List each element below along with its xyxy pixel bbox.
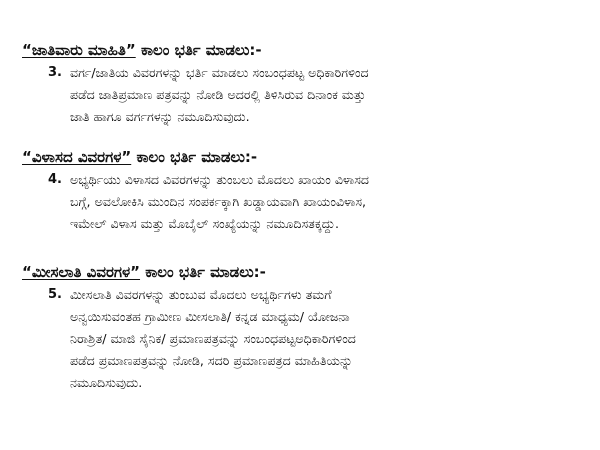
text-line: ಅಭ್ಯರ್ಥಿಯು ವಿಳಾಸದ ವಿವರಗಳನ್ನು ತುಂಬಲು ಮೊದಲು ಖಾಯಂ ವಿಳಾಸದ [70, 172, 370, 187]
text-line: ನಿರಾಶ್ರಿತ/ ಮಾಜಿ ಸೈನಿಕ/ ಪ್ರಮಾಣಪತ್ರವನ್ನು ಸಂಬಂಧಪಟ್ಟಅಧಿಕಾರಿಗಳಿಂದ [70, 331, 356, 346]
item-number: 5. [48, 287, 62, 302]
item-number: 3. [48, 65, 62, 80]
heading-instruction: ಕಾಲಂ ಭರ್ತಿ ಮಾಡಲು:- [131, 148, 258, 166]
section-heading [22, 147, 257, 167]
section-heading [22, 262, 266, 282]
item-number: 4. [48, 172, 62, 187]
text-line: ಅನ್ವಯಿಸುವಂತಹ ಗ್ರಾಮೀಣ ಮೀಸಲಾತಿ/ ಕನ್ನಡ ಮಾಧ್ಯಮ/ ಯೋಜನಾ [70, 309, 350, 324]
heading-instruction: ಕಾಲಂ ಭರ್ತಿ ಮಾಡಲು:- [135, 41, 262, 59]
text-line: ಪಡೆದ ಜಾತಿಪ್ರಮಾಣ ಪತ್ರವನ್ನು ನೋಡಿ ಅದರಲ್ಲಿ ತಿಳಿಸಿರುವ ದಿನಾಂಕ ಮತ್ತು [70, 87, 366, 102]
text-line: ವರ್ಗ/ಜಾತಿಯ ವಿವರಗಳನ್ನು ಭರ್ತಿ ಮಾಡಲು ಸಂಬಂಧಪಟ್ಟ ಅಧಿಕಾರಿಗಳಿಂದ [70, 65, 369, 80]
item-text [70, 62, 588, 128]
item-text [70, 169, 588, 235]
heading-title: “ಜಾತಿವಾರು ಮಾಹಿತಿ” [22, 41, 136, 59]
text-line: ಬಗ್ಗೆ, ಅವಲೋಕಿಸಿ ಮುಂದಿನ ಸಂಪರ್ಕಕ್ಕಾಗಿ ಖಡ್ಡಾಯವಾಗಿ ಖಾಯಂವಿಳಾಸ, [70, 194, 367, 209]
heading-title: “ವಿಳಾಸದ ವಿವರಗಳ” [22, 148, 132, 166]
text-line: ಮೀಸಲಾತಿ ವಿವರಗಳನ್ನು ತುಂಬುವ ಮೊದಲು ಅಭ್ಯರ್ಥಿಗಳು ತಮಗೆ [70, 287, 332, 302]
text-line: ಜಾತಿ ಹಾಗೂ ವರ್ಗಗಳನ್ನು ನಮೂದಿಸುವುದು. [70, 109, 250, 124]
text-line: ಇಮೇಲ್ ವಿಳಾಸ ಮತ್ತು ಮೊಬೈಲ್ ಸಂಖ್ಯೆಯನ್ನು ನಮೂದಿಸತಕ್ಕದ್ದು. [70, 216, 339, 231]
text-line: ನಮೂದಿಸುವುದು. [70, 375, 143, 390]
text-line: ಪಡೆದ ಪ್ರಮಾಣಪತ್ರವನ್ನು ನೋಡಿ, ಸದರಿ ಪ್ರಮಾಣಪತ್ರದ ಮಾಹಿತಿಯನ್ನು [70, 353, 353, 368]
heading-title: “ಮೀಸಲಾತಿ ವಿವರಗಳ” [22, 263, 141, 281]
heading-instruction: ಕಾಲಂ ಭರ್ತಿ ಮಾಡಲು:- [140, 263, 266, 281]
item-text [70, 284, 588, 394]
section-heading [22, 40, 262, 60]
